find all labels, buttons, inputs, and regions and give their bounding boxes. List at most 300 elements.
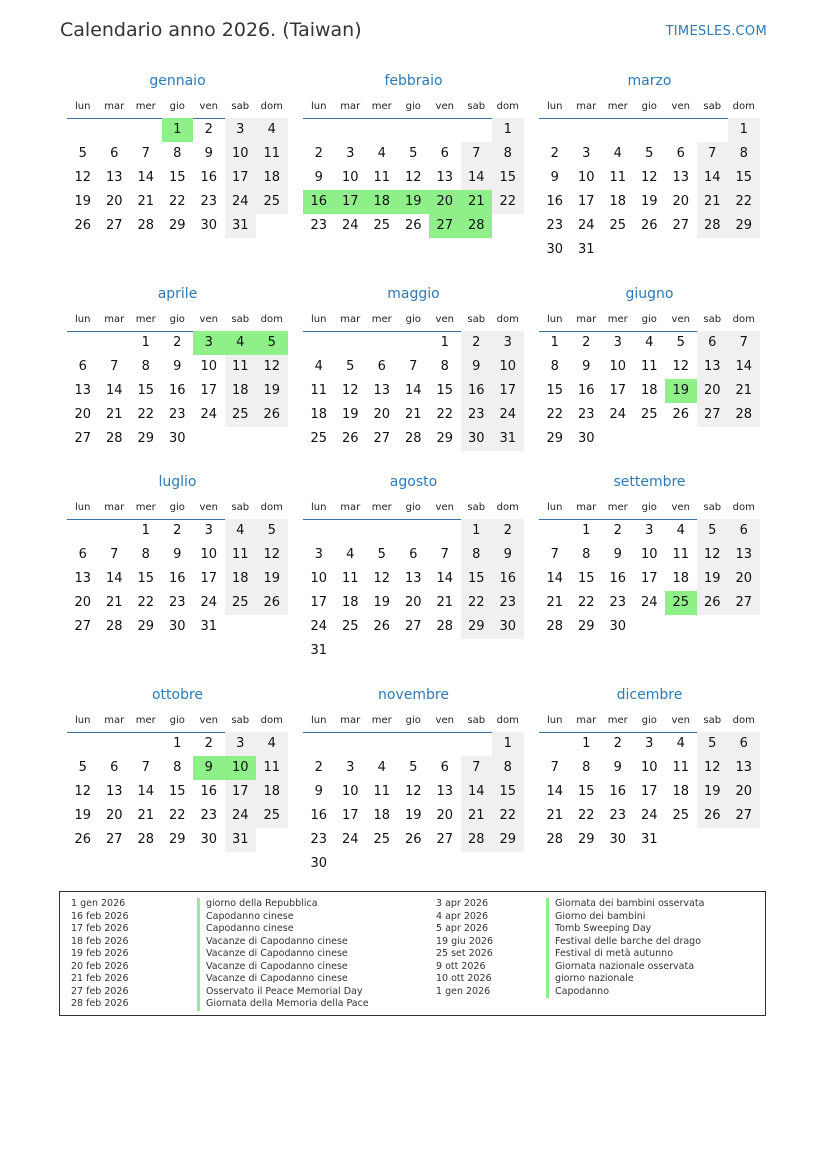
- day-cell: 8: [550, 359, 559, 374]
- day-cell: 24: [640, 595, 658, 610]
- day-cell: 9: [461, 355, 493, 379]
- day-cell: 26: [404, 832, 422, 847]
- day-cell: 30: [461, 427, 493, 451]
- weekday-header: lun: [547, 715, 563, 726]
- day-cell: 24: [640, 808, 658, 823]
- day-cell: 26: [697, 804, 729, 828]
- weekday-header: gio: [641, 502, 657, 513]
- day-cell: 3: [346, 146, 355, 161]
- day-cell: 29: [168, 218, 186, 233]
- weekday-header: dom: [732, 101, 755, 112]
- day-cell: 22: [461, 591, 493, 615]
- day-cell: 12: [256, 355, 288, 379]
- weekday-header: gio: [405, 715, 421, 726]
- day-cell: 1: [492, 118, 524, 142]
- day-cell: 11: [373, 170, 391, 185]
- day-cell: 7: [550, 760, 559, 775]
- month-divider: [539, 118, 760, 119]
- day-cell: 18: [256, 780, 288, 804]
- day-cell: 18: [310, 407, 328, 422]
- day-cell: 13: [672, 170, 690, 185]
- day-cell: 26: [640, 218, 658, 233]
- day-cell: 23: [168, 595, 186, 610]
- day-cell: 25: [341, 619, 359, 634]
- day-cell: 7: [440, 547, 449, 562]
- brand-logo-text[interactable]: TIMESLES.COM: [665, 24, 767, 39]
- day-cell: 3: [314, 547, 323, 562]
- day-cell: 22: [137, 595, 155, 610]
- day-cell: 8: [173, 760, 182, 775]
- day-cell: 2: [173, 523, 182, 538]
- day-cell: 5: [409, 146, 418, 161]
- day-cell: 12: [404, 170, 422, 185]
- day-cell: 16: [168, 383, 186, 398]
- day-cell: 15: [546, 383, 564, 398]
- day-cell: 23: [546, 218, 564, 233]
- day-cell: 22: [168, 808, 186, 823]
- day-cell: 19: [256, 379, 288, 403]
- day-cell: 17: [609, 383, 627, 398]
- day-cell: 3: [492, 331, 524, 355]
- legend-date: 21 feb 2026: [71, 973, 129, 984]
- day-cell: 4: [256, 118, 288, 142]
- day-cell: 28: [137, 218, 155, 233]
- day-cell: 24: [200, 595, 218, 610]
- holiday-day-cell: 25: [665, 591, 697, 615]
- weekday-header: lun: [311, 314, 327, 325]
- day-cell: 20: [672, 194, 690, 209]
- day-cell: 7: [110, 547, 119, 562]
- holiday-day-cell: 5: [256, 331, 288, 355]
- weekday-header: gio: [405, 502, 421, 513]
- day-cell: 16: [200, 170, 218, 185]
- day-cell: 10: [341, 170, 359, 185]
- day-cell: 14: [436, 571, 454, 586]
- day-cell: 28: [105, 431, 123, 446]
- weekday-header: dom: [496, 502, 519, 513]
- day-cell: 6: [110, 146, 119, 161]
- day-cell: 8: [728, 142, 760, 166]
- weekday-header: mer: [607, 502, 628, 513]
- day-cell: 19: [640, 194, 658, 209]
- day-cell: 5: [676, 335, 685, 350]
- weekday-header: dom: [260, 314, 283, 325]
- day-cell: 30: [200, 832, 218, 847]
- day-cell: 17: [200, 571, 218, 586]
- day-cell: 31: [225, 828, 257, 852]
- day-cell: 9: [582, 359, 591, 374]
- legend-holiday-name: Capodanno cinese: [197, 911, 294, 924]
- weekday-header: sab: [231, 314, 250, 325]
- day-cell: 31: [200, 619, 218, 634]
- day-cell: 20: [74, 407, 92, 422]
- day-cell: 11: [373, 784, 391, 799]
- day-cell: 23: [609, 808, 627, 823]
- day-cell: 11: [672, 760, 690, 775]
- day-cell: 30: [577, 431, 595, 446]
- weekday-header: ven: [435, 502, 454, 513]
- day-cell: 8: [141, 547, 150, 562]
- weekday-header: mar: [104, 314, 125, 325]
- day-cell: 7: [141, 760, 150, 775]
- weekday-header: sab: [703, 101, 722, 112]
- day-cell: 20: [105, 194, 123, 209]
- day-cell: 2: [314, 760, 323, 775]
- weekday-header: mer: [607, 314, 628, 325]
- day-cell: 28: [137, 832, 155, 847]
- legend-date: 19 giu 2026: [436, 935, 493, 947]
- day-cell: 6: [440, 146, 449, 161]
- day-cell: 13: [105, 170, 123, 185]
- month-divider: [303, 118, 524, 119]
- day-cell: 24: [200, 407, 218, 422]
- day-cell: 21: [697, 190, 729, 214]
- day-cell: 26: [404, 218, 422, 233]
- weekday-header: gio: [405, 101, 421, 112]
- weekday-header: gio: [641, 314, 657, 325]
- day-cell: 4: [676, 523, 685, 538]
- day-cell: 30: [310, 856, 328, 871]
- weekday-header: lun: [311, 715, 327, 726]
- day-cell: 17: [492, 379, 524, 403]
- weekday-header: ven: [435, 715, 454, 726]
- month-name: dicembre: [616, 687, 683, 703]
- day-cell: 4: [377, 760, 386, 775]
- day-cell: 16: [168, 571, 186, 586]
- day-cell: 30: [609, 619, 627, 634]
- day-cell: 30: [546, 242, 564, 257]
- day-cell: 28: [436, 619, 454, 634]
- weekday-header: dom: [496, 715, 519, 726]
- day-cell: 14: [137, 170, 155, 185]
- day-cell: 14: [697, 166, 729, 190]
- day-cell: 7: [461, 142, 493, 166]
- weekday-header: gio: [641, 715, 657, 726]
- day-cell: 20: [436, 808, 454, 823]
- weekday-header: mar: [340, 715, 361, 726]
- day-cell: 5: [78, 760, 87, 775]
- legend-holiday-name: Capodanno cinese: [197, 923, 294, 936]
- day-cell: 24: [492, 403, 524, 427]
- holiday-day-cell: 9: [193, 756, 225, 780]
- month-name: marzo: [627, 73, 672, 89]
- month-name: novembre: [378, 687, 449, 703]
- day-cell: 8: [141, 359, 150, 374]
- day-cell: 10: [200, 547, 218, 562]
- day-cell: 4: [676, 736, 685, 751]
- day-cell: 4: [346, 547, 355, 562]
- day-cell: 18: [640, 383, 658, 398]
- weekday-header: lun: [75, 101, 91, 112]
- day-cell: 23: [577, 407, 595, 422]
- legend-date: 25 set 2026: [436, 948, 493, 959]
- holiday-day-cell: 4: [225, 331, 257, 355]
- day-cell: 10: [225, 142, 257, 166]
- day-cell: 10: [640, 760, 658, 775]
- legend-holiday-name: Giorno dei bambini: [546, 911, 645, 924]
- day-cell: 21: [137, 808, 155, 823]
- day-cell: 1: [141, 523, 150, 538]
- day-cell: 1: [173, 736, 182, 751]
- day-cell: 2: [613, 523, 622, 538]
- weekday-header: sab: [703, 715, 722, 726]
- day-cell: 5: [256, 519, 288, 543]
- day-cell: 21: [137, 194, 155, 209]
- day-cell: 8: [492, 142, 524, 166]
- day-cell: 13: [105, 784, 123, 799]
- day-cell: 1: [582, 523, 591, 538]
- weekday-header: ven: [199, 502, 218, 513]
- day-cell: 1: [492, 732, 524, 756]
- day-cell: 3: [613, 335, 622, 350]
- legend-date: 9 ott 2026: [436, 960, 486, 972]
- day-cell: 29: [168, 832, 186, 847]
- day-cell: 26: [672, 407, 690, 422]
- day-cell: 12: [697, 756, 729, 780]
- day-cell: 14: [137, 784, 155, 799]
- day-cell: 15: [461, 567, 493, 591]
- day-cell: 22: [728, 190, 760, 214]
- day-cell: 27: [74, 619, 92, 634]
- weekday-header: sab: [231, 715, 250, 726]
- day-cell: 7: [110, 359, 119, 374]
- weekday-header: dom: [732, 715, 755, 726]
- weekday-header: ven: [671, 502, 690, 513]
- day-cell: 3: [225, 732, 257, 756]
- day-cell: 27: [105, 832, 123, 847]
- day-cell: 14: [404, 383, 422, 398]
- day-cell: 2: [550, 146, 559, 161]
- day-cell: 24: [577, 218, 595, 233]
- weekday-header: mar: [576, 314, 597, 325]
- day-cell: 5: [697, 519, 729, 543]
- legend-date: 10 ott 2026: [436, 973, 492, 984]
- day-cell: 18: [609, 194, 627, 209]
- day-cell: 25: [640, 407, 658, 422]
- day-cell: 12: [640, 170, 658, 185]
- day-cell: 5: [697, 732, 729, 756]
- day-cell: 4: [314, 359, 323, 374]
- day-cell: 15: [436, 383, 454, 398]
- day-cell: 5: [377, 547, 386, 562]
- day-cell: 3: [645, 736, 654, 751]
- weekday-header: ven: [199, 715, 218, 726]
- day-cell: 10: [609, 359, 627, 374]
- day-cell: 23: [310, 832, 328, 847]
- weekday-header: mar: [104, 715, 125, 726]
- day-cell: 16: [609, 784, 627, 799]
- day-cell: 20: [373, 407, 391, 422]
- day-cell: 28: [546, 619, 564, 634]
- day-cell: 16: [461, 379, 493, 403]
- month-name: gennaio: [149, 73, 206, 89]
- day-cell: 1: [550, 335, 559, 350]
- day-cell: 28: [728, 403, 760, 427]
- legend-date: 3 apr 2026: [436, 898, 489, 909]
- weekday-header: dom: [260, 101, 283, 112]
- day-cell: 8: [173, 146, 182, 161]
- day-cell: 20: [728, 780, 760, 804]
- weekday-header: lun: [75, 715, 91, 726]
- day-cell: 21: [404, 407, 422, 422]
- day-cell: 9: [613, 760, 622, 775]
- day-cell: 31: [225, 214, 257, 238]
- day-cell: 15: [577, 571, 595, 586]
- day-cell: 7: [550, 547, 559, 562]
- holiday-day-cell: 19: [398, 190, 430, 214]
- legend-holiday-name: Vacanze di Capodanno cinese: [197, 973, 348, 986]
- day-cell: 1: [582, 736, 591, 751]
- day-cell: 9: [173, 359, 182, 374]
- weekday-header: lun: [547, 101, 563, 112]
- day-cell: 15: [492, 166, 524, 190]
- holiday-day-cell: 27: [429, 214, 461, 238]
- day-cell: 13: [728, 756, 760, 780]
- day-cell: 24: [225, 190, 257, 214]
- day-cell: 2: [461, 331, 493, 355]
- day-cell: 6: [676, 146, 685, 161]
- holiday-day-cell: 19: [665, 379, 697, 403]
- day-cell: 20: [728, 567, 760, 591]
- day-cell: 26: [697, 591, 729, 615]
- weekday-header: lun: [75, 314, 91, 325]
- holiday-day-cell: 20: [429, 190, 461, 214]
- day-cell: 4: [225, 519, 257, 543]
- month-name: ottobre: [151, 687, 204, 703]
- day-cell: 3: [346, 760, 355, 775]
- day-cell: 14: [546, 784, 564, 799]
- day-cell: 17: [577, 194, 595, 209]
- day-cell: 16: [310, 808, 328, 823]
- day-cell: 9: [613, 547, 622, 562]
- day-cell: 27: [697, 403, 729, 427]
- month-name: febbraio: [384, 73, 443, 89]
- weekday-header: sab: [703, 314, 722, 325]
- day-cell: 18: [225, 567, 257, 591]
- weekday-header: lun: [75, 502, 91, 513]
- legend-holiday-name: giorno nazionale: [546, 973, 634, 986]
- weekday-header: mer: [607, 715, 628, 726]
- legend-holiday-name: Festival delle barche del drago: [546, 936, 701, 949]
- day-cell: 25: [225, 403, 257, 427]
- day-cell: 24: [341, 832, 359, 847]
- day-cell: 23: [200, 808, 218, 823]
- weekday-header: lun: [547, 502, 563, 513]
- day-cell: 11: [225, 355, 257, 379]
- day-cell: 10: [200, 359, 218, 374]
- day-cell: 9: [314, 170, 323, 185]
- weekday-header: gio: [405, 314, 421, 325]
- weekday-header: sab: [467, 502, 486, 513]
- day-cell: 8: [582, 547, 591, 562]
- day-cell: 22: [546, 407, 564, 422]
- day-cell: 13: [74, 383, 92, 398]
- day-cell: 14: [461, 166, 493, 190]
- holiday-day-cell: 3: [193, 331, 225, 355]
- day-cell: 26: [256, 403, 288, 427]
- day-cell: 4: [645, 335, 654, 350]
- month-name: maggio: [387, 286, 440, 302]
- page-title: Calendario anno 2026. (Taiwan): [60, 19, 362, 41]
- day-cell: 12: [74, 784, 92, 799]
- legend-date: 18 feb 2026: [71, 935, 129, 947]
- weekday-header: mer: [371, 715, 392, 726]
- day-cell: 15: [168, 170, 186, 185]
- legend-date: 27 feb 2026: [71, 985, 129, 997]
- day-cell: 6: [728, 732, 760, 756]
- day-cell: 25: [225, 591, 257, 615]
- day-cell: 21: [546, 595, 564, 610]
- day-cell: 25: [310, 431, 328, 446]
- day-cell: 23: [310, 218, 328, 233]
- weekday-header: mar: [104, 101, 125, 112]
- day-cell: 21: [461, 804, 493, 828]
- day-cell: 2: [582, 335, 591, 350]
- day-cell: 6: [440, 760, 449, 775]
- day-cell: 26: [256, 591, 288, 615]
- day-cell: 22: [436, 407, 454, 422]
- day-cell: 2: [173, 335, 182, 350]
- day-cell: 11: [341, 571, 359, 586]
- day-cell: 21: [436, 595, 454, 610]
- day-cell: 12: [341, 383, 359, 398]
- weekday-header: sab: [467, 715, 486, 726]
- day-cell: 29: [577, 832, 595, 847]
- legend-date: 1 gen 2026: [71, 898, 126, 909]
- day-cell: 26: [74, 218, 92, 233]
- day-cell: 31: [310, 643, 328, 658]
- day-cell: 21: [728, 379, 760, 403]
- weekday-header: gio: [641, 101, 657, 112]
- day-cell: 2: [204, 122, 213, 137]
- day-cell: 16: [546, 194, 564, 209]
- day-cell: 28: [461, 828, 493, 852]
- weekday-header: lun: [547, 314, 563, 325]
- legend-date: 19 feb 2026: [71, 948, 129, 959]
- weekday-header: mar: [104, 502, 125, 513]
- weekday-header: dom: [496, 314, 519, 325]
- day-cell: 23: [461, 403, 493, 427]
- day-cell: 10: [577, 170, 595, 185]
- weekday-header: dom: [260, 502, 283, 513]
- day-cell: 12: [404, 784, 422, 799]
- day-cell: 12: [672, 359, 690, 374]
- day-cell: 8: [492, 756, 524, 780]
- legend-date: 28 feb 2026: [71, 998, 129, 1009]
- day-cell: 1: [440, 335, 449, 350]
- day-cell: 16: [609, 571, 627, 586]
- day-cell: 20: [74, 595, 92, 610]
- weekday-header: mer: [607, 101, 628, 112]
- weekday-header: sab: [231, 101, 250, 112]
- day-cell: 13: [404, 571, 422, 586]
- day-cell: 17: [310, 595, 328, 610]
- weekday-header: sab: [467, 314, 486, 325]
- day-cell: 9: [204, 146, 213, 161]
- weekday-header: mar: [576, 715, 597, 726]
- day-cell: 9: [492, 543, 524, 567]
- day-cell: 24: [609, 407, 627, 422]
- legend-holiday-name: Vacanze di Capodanno cinese: [197, 948, 348, 961]
- day-cell: 4: [613, 146, 622, 161]
- day-cell: 30: [609, 832, 627, 847]
- legend-holiday-name: giorno della Repubblica: [197, 898, 318, 911]
- day-cell: 28: [697, 214, 729, 238]
- day-cell: 29: [137, 431, 155, 446]
- day-cell: 24: [310, 619, 328, 634]
- day-cell: 13: [436, 170, 454, 185]
- weekday-header: ven: [671, 101, 690, 112]
